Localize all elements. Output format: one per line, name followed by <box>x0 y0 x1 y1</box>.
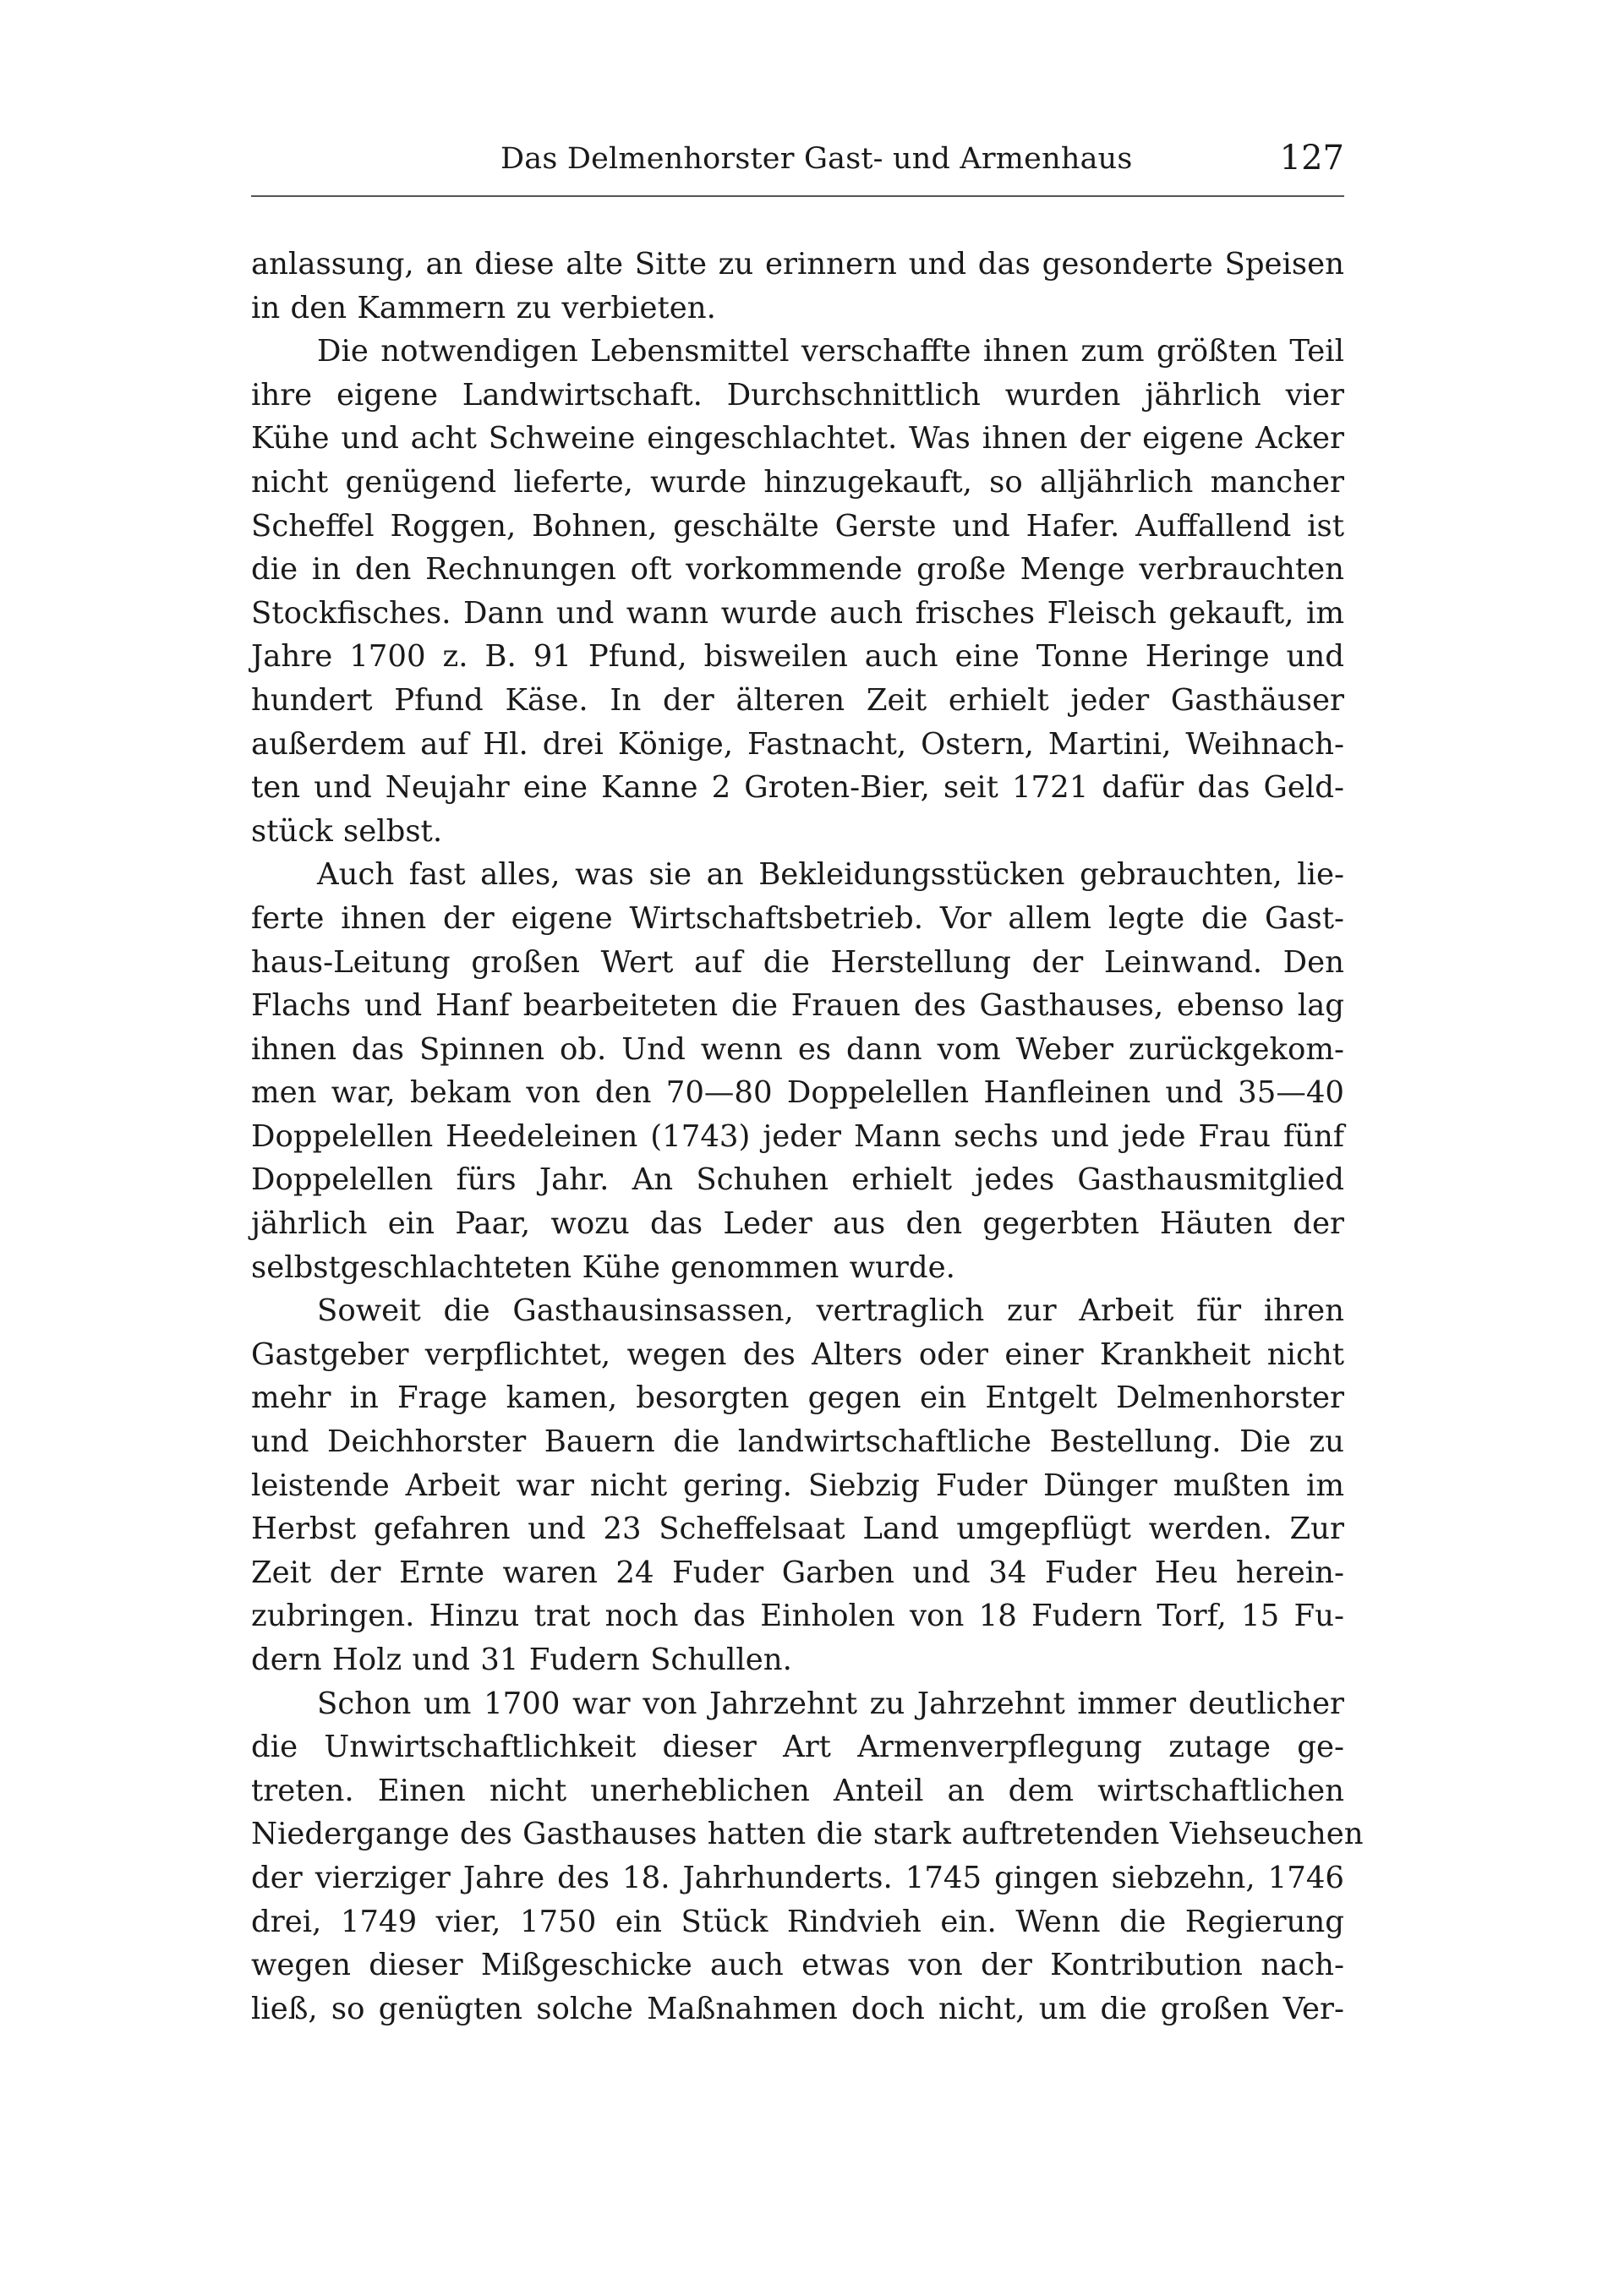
text-line: dern Holz und 31 Fudern Schullen. <box>251 1643 792 1677</box>
text-line: ferte ihnen der eigene Wirtschaftsbetrieb. Vor allem legte die Gast- <box>251 900 1344 936</box>
text-line: Kühe und acht Schweine eingeschlachtet. Was ihnen der eigene Acker <box>251 421 1344 456</box>
text-line: ließ, so genügten solche Maßnahmen doch nicht, um die großen Ver- <box>251 1991 1344 2026</box>
page-number: 127 <box>1279 139 1344 178</box>
body-text <box>251 243 1364 2031</box>
text-line: die Unwirtschaftlichkeit dieser Art Armenverpflegung zutage ge- <box>251 1730 1344 1765</box>
text-line: drei, 1749 vier, 1750 ein Stück Rindvieh ein. Wenn die Regierung <box>251 1904 1344 1939</box>
text-line: zubringen. Hinzu trat noch das Einholen von 18 Fudern Torf, 15 Fu- <box>251 1599 1344 1634</box>
text-line: men war, bekam von den 70—80 Doppelellen Hanfleinen und 35—40 <box>251 1075 1344 1111</box>
text-line: Jahre 1700 z. B. 91 Pfund, bisweilen auch eine Tonne Heringe und <box>251 639 1344 675</box>
text-line: Niedergange des Gasthauses hatten die stark auftretenden Viehseuchen <box>251 1817 1364 1852</box>
text-line: Auch fast alles, was sie an Bekleidungsstücken gebrauchten, lie- <box>317 857 1344 893</box>
text-line: hundert Pfund Käse. In der älteren Zeit erhielt jeder Gasthäuser <box>251 682 1344 718</box>
text-line: Doppelellen fürs Jahr. An Schuhen erhielt jedes Gasthausmitglied <box>251 1162 1344 1198</box>
text-line: jährlich ein Paar, wozu das Leder aus den gegerbten Häuten der <box>251 1206 1344 1242</box>
text-line: der vierziger Jahre des 18. Jahrhunderts. 1745 gingen siebzehn, 1746 <box>251 1860 1344 1895</box>
text-line: außerdem auf Hl. drei Könige, Fastnacht, Ostern, Martini, Weihnach- <box>251 726 1344 762</box>
text-line: Schon um 1700 war von Jahrzehnt zu Jahrzehnt immer deutlicher <box>317 1686 1344 1721</box>
text-line: in den Kammern zu verbieten. <box>251 290 716 325</box>
text-line: anlassung, an diese alte Sitte zu erinnern und das gesonderte Speisen <box>251 247 1344 282</box>
text-line: stück selbst. <box>251 813 443 849</box>
text-line: Gastgeber verpflichtet, wegen des Alters oder einer Krankheit nicht <box>251 1337 1344 1372</box>
running-title: Das Delmenhorster Gast- und Armenhaus <box>500 142 1133 176</box>
text-line: treten. Einen nicht unerheblichen Anteil an dem wirtschaftlichen <box>251 1773 1344 1808</box>
text-line: selbstgeschlachteten Kühe genommen wurde. <box>251 1249 955 1285</box>
text-line: nicht genügend lieferte, wurde hinzugekauft, so alljährlich mancher <box>251 464 1344 500</box>
text-line: Zeit der Ernte waren 24 Fuder Garben und 34 Fuder Heu herein- <box>251 1555 1344 1590</box>
text-line: Scheffel Roggen, Bohnen, geschälte Gerste und Hafer. Auffallend ist <box>251 508 1344 544</box>
text-line: ten und Neujahr eine Kanne 2 Groten-Bier, seit 1721 dafür das Geld- <box>251 770 1344 806</box>
text-line: die in den Rechnungen oft vorkommende große Menge verbrauchten <box>251 552 1344 588</box>
text-line: Soweit die Gasthausinsassen, vertraglich zur Arbeit für ihren <box>317 1293 1344 1329</box>
text-line: Die notwendigen Lebensmittel verschaffte ihnen zum größten Teil <box>317 334 1344 369</box>
text-line: Flachs und Hanf bearbeiteten die Frauen des Gasthauses, ebenso lag <box>251 988 1344 1024</box>
text-line: ihnen das Spinnen ob. Und wenn es dann vom Weber zurückgekom- <box>251 1031 1344 1067</box>
text-line: Herbst gefahren und 23 Scheffelsaat Land umgepflügt werden. Zur <box>251 1512 1344 1547</box>
text-line: mehr in Frage kamen, besorgten gegen ein Entgelt Delmenhorster <box>251 1380 1344 1416</box>
text-line: leistende Arbeit war nicht gering. Siebzig Fuder Dünger mußten im <box>251 1468 1344 1503</box>
text-line: wegen dieser Mißgeschicke auch etwas von der Kontribution nach- <box>251 1948 1344 1983</box>
text-line: ihre eigene Landwirtschaft. Durchschnittlich wurden jährlich vier <box>251 377 1344 413</box>
text-line: Stockfisches. Dann und wann wurde auch frisches Fleisch gekauft, im <box>251 595 1344 631</box>
text-line: und Deichhorster Bauern die landwirtschaftliche Bestellung. Die zu <box>251 1424 1344 1460</box>
text-line: haus-Leitung großen Wert auf die Herstellung der Leinwand. Den <box>251 944 1344 980</box>
header-rule <box>251 195 1344 197</box>
text-line: Doppelellen Heedeleinen (1743) jeder Mann sechs und jede Frau fünf <box>251 1118 1344 1154</box>
page-header <box>251 135 1344 186</box>
